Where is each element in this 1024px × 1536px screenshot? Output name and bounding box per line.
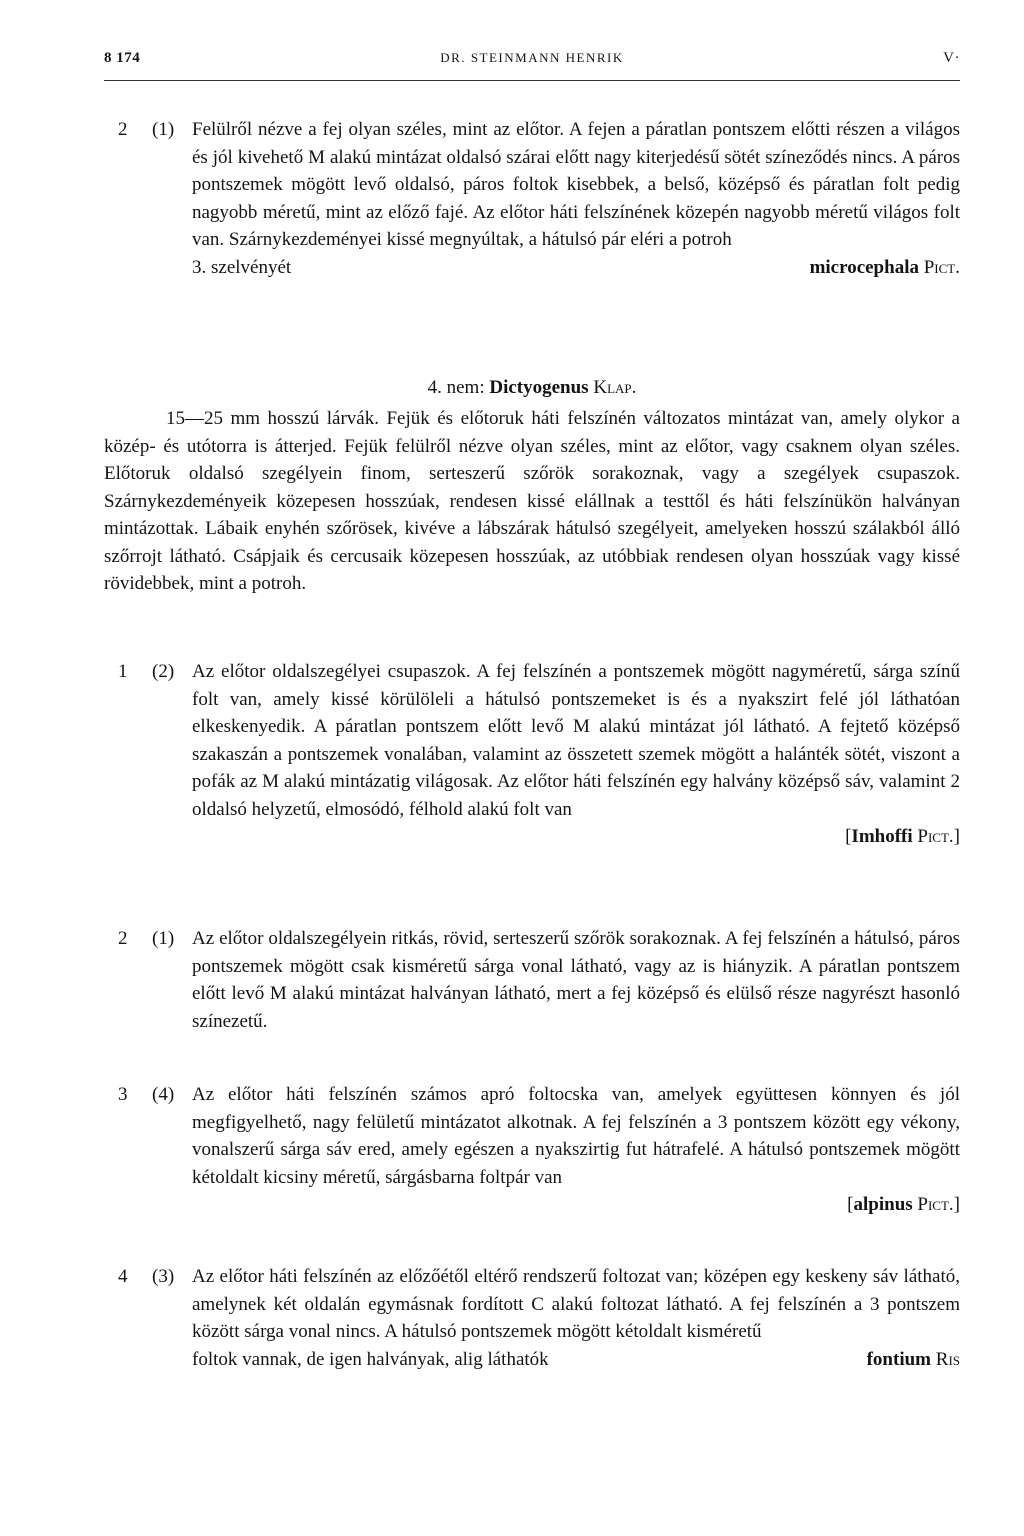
species-authority: Ris (935, 1348, 960, 1370)
key-counter: (2) (152, 661, 175, 682)
key-number: 4 (118, 1266, 128, 1287)
species-name-wrap (845, 823, 960, 851)
species-name-wrap (847, 1191, 960, 1219)
species-line (192, 254, 960, 282)
key-text: Felülről nézve a fej olyan széles, mint az előtor. A fejen a páratlan pontszem előtti részen a világos és jól kivehető M alakú mintázat oldalsó szárai előtt nagy kiterjedésű sötét színeződés nincs. A páros pontszemek mögött levő oldalsó, páros foltok kisebbek, a belső, középső és páratlan folt pedig nagyobb méretű, mint az előző fajé. Az előtor háti felszínének közepén nagyobb méretű világos folt van. Szárnykezdeményei kissé megnyúltak, a hátulsó pár eléri a potroh (192, 119, 960, 250)
genus-number: 4. nem: (427, 377, 485, 398)
key-counter: (4) (152, 1084, 175, 1105)
key-text: Az előtor oldalszegélyei csupaszok. A fej felszínén a pontszemek mögött nagyméretű, sárga színű folt van, amely kissé körülöleli a hátulsó pontszemeket is és a nyakszirt felé jól láthatóan elkeskenyedik. A páratlan pontszem előtt levő M alakú mintázat jól látható. A fejtető középső szakaszán a pontszemek vonalában, valamint az összetett szemek mögött a halánték sötét, viszont a pofák az M alakú mintázatig világosak. Az előtor háti felszínén egy halvány középső sáv, valamint 2 oldalsó helyzetű, elmosódó, félhold alakú folt van (192, 661, 960, 820)
key-text: Az előtor háti felszínén az előzőétől eltérő rendszerű foltozat van; középen egy keskeny sáv látható, amelynek két oldalán egymásnak fordított C alakú foltozat látható. A fej felszínén a 3 pontszem között sárga vonal nincs. A hátulsó pontszemek mögött kétoldalt kisméretű (192, 1266, 960, 1342)
running-author: DR. STEINMANN HENRIK (440, 50, 624, 65)
genus-authority: Klap. (593, 377, 637, 398)
key-text-end: foltok vannak, de igen halványak, alig láthatók (192, 1348, 549, 1370)
bracket-close: ] (953, 1194, 960, 1215)
genus-heading (104, 374, 960, 401)
species-name: fontium (866, 1348, 932, 1370)
volume-mark: V· (943, 50, 960, 66)
species-name: Imhoffi (851, 826, 913, 847)
species-name-wrap (867, 1346, 960, 1374)
key-text-block (192, 925, 960, 1035)
species-line (192, 1346, 960, 1374)
key-counter: (3) (152, 1266, 175, 1287)
species-name: alpinus (853, 1194, 913, 1215)
bracket-open: [ (845, 826, 852, 847)
species-authority: Pict. (917, 826, 954, 847)
key-number: 1 (118, 661, 128, 682)
key-text-end: 3. szelvényét (192, 256, 292, 278)
bracket-close: ] (953, 826, 960, 847)
genus-name: Dictyogenus (489, 377, 589, 398)
species-authority: Pict. (923, 256, 960, 278)
species-line (192, 823, 960, 851)
key-counter: (1) (152, 119, 175, 140)
key-number: 2 (118, 119, 128, 140)
bracket-open: [ (847, 1194, 854, 1215)
species-line (192, 1191, 960, 1219)
key-text: Az előtor háti felszínén számos apró foltocska van, amelyek együttesen könnyen és jól megfigyelhető, nagy felületű mintázatot alkotnak. A fej felszínén a 3 pontszem között egy vékony, vonalszerű sárga sáv ered, amely egészen a nyakszirtig fut hátrafelé. A hátulsó pontszemek mögött kétoldalt kicsiny méretű, sárgásbarna foltpár van (192, 1084, 960, 1188)
key-counter: (1) (152, 928, 175, 949)
key-number: 3 (118, 1084, 128, 1105)
running-header (104, 50, 960, 72)
key-text-block (192, 116, 960, 281)
key-text-block (192, 1081, 960, 1219)
species-authority: Pict. (917, 1194, 954, 1215)
key-text: Az előtor oldalszegélyein ritkás, rövid, serteszerű szőrök sorakoznak. A fej felszínén a hátulsó, páros pontszemek mögött csak kisméretű sárga vonal látható, vagy az is hiányzik. A páratlan pontszem előtt levő M alakú mintázat halványan látható, mert a fej középső és elülső része nagyrészt hasonló színezetű. (192, 928, 960, 1032)
key-number: 2 (118, 928, 128, 949)
header-rule (104, 80, 960, 81)
species-name-wrap (810, 254, 960, 282)
page-number: 8 174 (104, 50, 141, 66)
key-text-block (192, 1263, 960, 1373)
key-text-block (192, 658, 960, 851)
species-name: microcephala (809, 256, 919, 278)
genus-description: 15—25 mm hosszú lárvák. Fejük és előtoruk háti felszínén változatos mintázat van, amely olykor a közép- és utótorra is átterjed. Fejük felülről nézve olyan széles, mint az előtor, vagy csaknem olyan széles. Előtoruk oldalsó szegélyein finom, serteszerű szőrök sorakoznak, vagy a szegélyek csupaszok. Szárnykezdeményeik közepesen hosszúak, rendesen kissé elállnak a testtől és háti felszínükön halványan mintázottak. Lábaik enyhén szőrösek, kivéve a lábszárak hátulsó szegélyeit, amelyeken hosszú szálakból álló szőrrojt látható. Csápjaik és cercusaik közepesen hosszúak, az utóbbiak rendesen olyan hosszúak vagy kissé rövidebbek, mint a potroh. (104, 408, 960, 594)
